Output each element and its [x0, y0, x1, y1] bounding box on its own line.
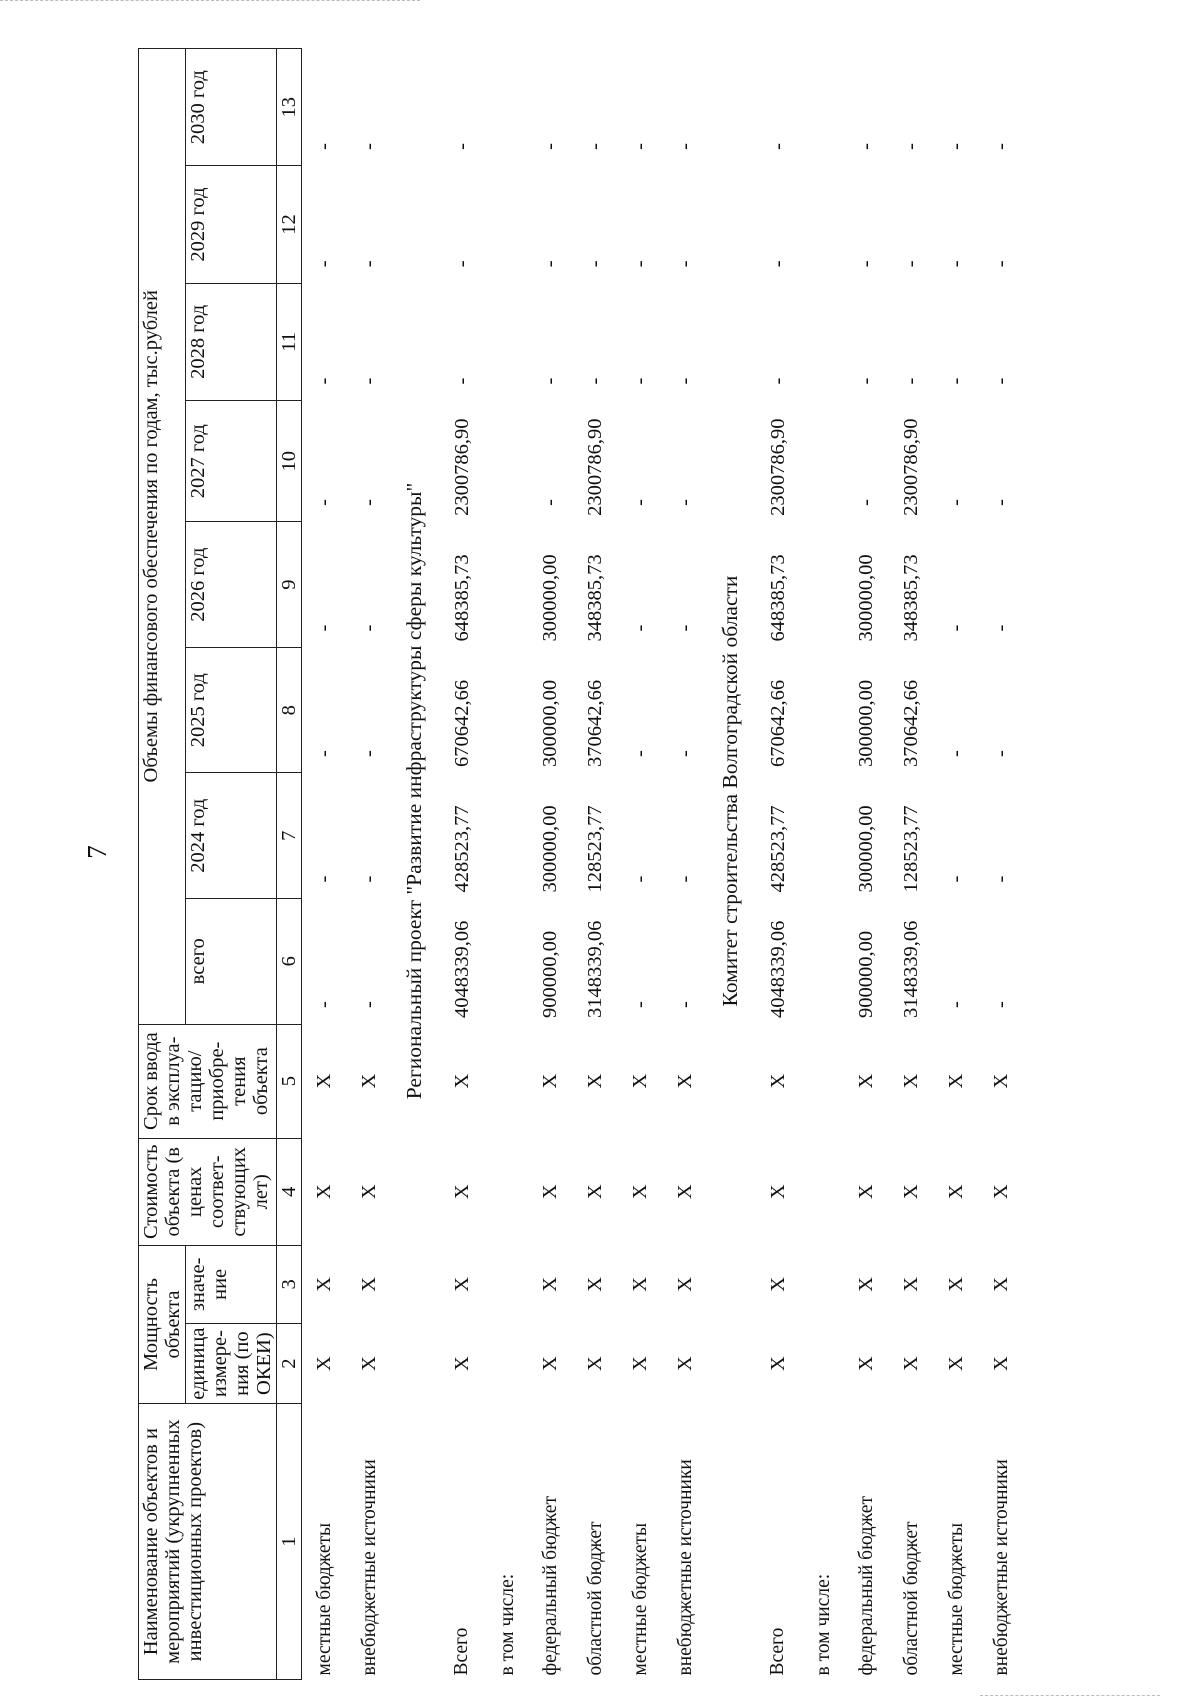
table-row [934, 49, 979, 1680]
dash-cell: - [855, 377, 877, 385]
table-row [528, 49, 573, 1680]
dash-cell: - [945, 1001, 967, 1009]
row-label: федеральный бюджет [539, 1496, 561, 1676]
col-number: 8 [277, 647, 302, 773]
header-year: 2029 год [186, 166, 277, 283]
value-cell: 128523,77 [584, 805, 606, 893]
dash-cell: - [629, 750, 651, 757]
row-label: Всего [451, 1627, 472, 1676]
cross-mark: X [584, 1356, 606, 1372]
cross-mark: X [900, 1276, 922, 1292]
value-cell: 128523,77 [900, 805, 922, 893]
cross-mark: X [629, 1356, 651, 1372]
cross-mark: X [450, 1356, 473, 1372]
cross-mark: X [450, 1184, 473, 1200]
cross-mark: X [766, 1073, 789, 1089]
header-capacity: Мощность объекта [139, 1245, 186, 1403]
cross-mark: X [584, 1073, 606, 1089]
cross-mark: X [539, 1356, 561, 1372]
value-cell: 4048339,06 [766, 920, 789, 1019]
dash-cell: - [539, 143, 561, 150]
dash-cell: - [766, 377, 789, 385]
dash-cell: - [945, 377, 967, 385]
table-row [663, 49, 708, 1680]
dash-cell: - [990, 624, 1012, 632]
row-label: внебюджетные источники [358, 1459, 380, 1676]
dash-cell: - [358, 499, 380, 506]
row-label: внебюджетные источники [674, 1459, 696, 1676]
value-cell: 900000,00 [539, 930, 561, 1019]
row-label: местные бюджеты [629, 1522, 651, 1676]
dash-cell: - [945, 499, 967, 506]
cross-mark: X [584, 1184, 606, 1200]
header-year: 2024 год [186, 773, 277, 899]
cross-mark: X [358, 1073, 380, 1089]
header-value: значе- ние [186, 1245, 277, 1323]
dash-cell: - [313, 143, 335, 150]
value-cell: 370642,66 [900, 679, 922, 767]
value-cell: 300000,00 [855, 554, 877, 642]
dash-cell: - [358, 260, 380, 268]
table-row [347, 49, 392, 1680]
dash-cell: - [313, 1001, 335, 1009]
header-year: 2027 год [186, 400, 277, 521]
row-label: в том числе: [497, 1573, 518, 1676]
dash-cell: - [313, 260, 335, 268]
value-cell: 348385,73 [584, 554, 606, 642]
dash-cell: - [584, 143, 606, 150]
cross-mark: X [945, 1356, 967, 1372]
table-row [573, 49, 618, 1680]
cross-mark: X [945, 1184, 967, 1200]
value-cell: 2300786,90 [450, 418, 473, 516]
dash-cell: - [358, 750, 380, 757]
cross-mark: X [766, 1276, 789, 1292]
header-unit: единица измере- ния (по ОКЕИ) [186, 1323, 277, 1403]
cross-mark: X [766, 1356, 789, 1372]
cross-mark: X [629, 1276, 651, 1292]
cross-mark: X [945, 1276, 967, 1292]
value-cell: 2300786,90 [900, 418, 922, 516]
dash-cell: - [945, 260, 967, 268]
dash-cell: - [990, 377, 1012, 385]
row-label: местные бюджеты [313, 1522, 335, 1676]
cross-mark: X [450, 1073, 473, 1089]
table-row [618, 49, 663, 1680]
page-number: 7 [82, 845, 112, 859]
cross-mark: X [900, 1356, 922, 1372]
cross-mark: X [313, 1184, 335, 1200]
cross-mark: X [358, 1356, 380, 1372]
dash-cell: - [313, 377, 335, 385]
value-cell: 3148339,06 [584, 920, 606, 1019]
col-number: 13 [277, 49, 302, 166]
row-label: в том числе: [813, 1573, 834, 1676]
header-name: Наименование объектов и мероприятий (укрупненных инвестиционных проектов) [139, 1404, 277, 1680]
cross-mark: X [855, 1356, 877, 1372]
table-row [979, 49, 1024, 1680]
dash-cell: - [629, 143, 651, 150]
table-row [844, 49, 889, 1680]
value-cell: 300000,00 [539, 679, 561, 767]
value-cell: 670642,66 [450, 679, 473, 767]
value-cell: 300000,00 [539, 554, 561, 642]
col-number: 6 [277, 899, 302, 1025]
dash-cell: - [313, 875, 335, 883]
dash-cell: - [629, 377, 651, 385]
dash-cell: - [629, 499, 651, 506]
col-number: 10 [277, 400, 302, 521]
dash-cell: - [674, 875, 696, 883]
cross-mark: X [629, 1073, 651, 1089]
dash-cell: - [358, 624, 380, 632]
cross-mark: X [990, 1356, 1012, 1372]
dash-cell: - [358, 1001, 380, 1009]
value-cell: 2300786,90 [766, 418, 789, 516]
dash-cell: - [584, 260, 606, 268]
dash-cell: - [450, 260, 473, 268]
dash-cell: - [674, 1001, 696, 1009]
cross-mark: X [674, 1356, 696, 1372]
dash-cell: - [629, 875, 651, 883]
table-row [752, 49, 804, 1680]
row-label: Всего [767, 1627, 788, 1676]
dash-cell: - [900, 143, 922, 150]
dash-cell: - [945, 750, 967, 757]
col-number: 7 [277, 773, 302, 899]
section-caption-row [708, 49, 752, 1680]
header-year: 2028 год [186, 283, 277, 400]
dash-cell: - [584, 377, 606, 385]
col-number: 1 [277, 1404, 302, 1680]
cross-mark: X [945, 1073, 967, 1089]
header-year: 2026 год [186, 522, 277, 648]
dash-cell: - [450, 143, 473, 150]
cross-mark: X [674, 1184, 696, 1200]
dash-cell: - [945, 624, 967, 632]
budget-table [138, 48, 1024, 1680]
dash-cell: - [539, 260, 561, 268]
dash-cell: - [313, 750, 335, 757]
col-number: 4 [277, 1138, 302, 1245]
dash-cell: - [990, 750, 1012, 757]
value-cell: 4048339,06 [450, 920, 473, 1019]
cross-mark: X [313, 1276, 335, 1292]
dash-cell: - [945, 143, 967, 150]
cross-mark: X [358, 1276, 380, 1292]
cross-mark: X [990, 1276, 1012, 1292]
col-number: 2 [277, 1323, 302, 1403]
col-number: 12 [277, 166, 302, 283]
cross-mark: X [313, 1356, 335, 1372]
cross-mark: X [855, 1276, 877, 1292]
col-number: 3 [277, 1245, 302, 1323]
table-row [889, 49, 934, 1680]
cross-mark: X [766, 1184, 789, 1200]
cross-mark: X [990, 1073, 1012, 1089]
section-caption: Комитет строительства Волгоградской области [717, 575, 742, 1007]
header-total: всего [186, 899, 277, 1025]
cross-mark: X [855, 1184, 877, 1200]
header-volumes: Объемы финансового обеспечения по годам, тыс.рублей [139, 49, 186, 1025]
value-cell: 428523,77 [766, 805, 789, 893]
value-cell: 2300786,90 [584, 418, 606, 516]
section-caption-row [392, 49, 436, 1680]
cross-mark: X [450, 1276, 473, 1292]
dash-cell: - [629, 624, 651, 632]
cross-mark: X [900, 1073, 922, 1089]
value-cell: 648385,73 [766, 554, 789, 642]
value-cell: 428523,77 [450, 805, 473, 893]
dash-cell: - [900, 260, 922, 268]
dash-cell: - [990, 143, 1012, 150]
header-year: 2025 год [186, 647, 277, 773]
value-cell: 670642,66 [766, 679, 789, 767]
cross-mark: X [539, 1073, 561, 1089]
row-label: областной бюджет [900, 1521, 922, 1676]
cross-mark: X [900, 1184, 922, 1200]
cross-mark: X [674, 1276, 696, 1292]
dash-cell: - [674, 624, 696, 632]
section-caption: Региональный проект "Развитие инфраструктуры сферы культуры" [401, 482, 426, 1100]
row-label: местные бюджеты [945, 1522, 967, 1676]
col-number: 5 [277, 1024, 302, 1138]
table-row [488, 49, 528, 1680]
dash-cell: - [990, 1001, 1012, 1009]
dash-cell: - [539, 499, 561, 506]
cross-mark: X [629, 1184, 651, 1200]
dash-cell: - [629, 260, 651, 268]
dash-cell: - [674, 499, 696, 506]
dash-cell: - [990, 875, 1012, 883]
row-label: федеральный бюджет [855, 1496, 877, 1676]
dash-cell: - [990, 499, 1012, 506]
dash-cell: - [313, 624, 335, 632]
row-label: областной бюджет [584, 1521, 606, 1676]
header-term: Срок ввода в эксплуа- тацию/ приобре- тения объекта [139, 1024, 277, 1138]
value-cell: 300000,00 [539, 805, 561, 893]
dash-cell: - [855, 143, 877, 150]
value-cell: 300000,00 [855, 805, 877, 893]
cross-mark: X [855, 1073, 877, 1089]
dash-cell: - [629, 1001, 651, 1009]
cross-mark: X [539, 1276, 561, 1292]
dash-cell: - [766, 260, 789, 268]
table-row [436, 49, 488, 1680]
col-number: 9 [277, 522, 302, 648]
cross-mark: X [584, 1276, 606, 1292]
dash-cell: - [674, 143, 696, 150]
dash-cell: - [450, 377, 473, 385]
value-cell: 900000,00 [855, 930, 877, 1019]
header-year: 2030 год [186, 49, 277, 166]
cross-mark: X [674, 1073, 696, 1089]
dash-cell: - [358, 377, 380, 385]
cross-mark: X [313, 1073, 335, 1089]
header-cost: Стоимость объекта (в ценах соответ- ствующих лет) [139, 1138, 277, 1245]
dash-cell: - [855, 499, 877, 506]
dash-cell: - [990, 260, 1012, 268]
cross-mark: X [358, 1184, 380, 1200]
table-row [302, 49, 348, 1680]
dash-cell: - [674, 260, 696, 268]
value-cell: 348385,73 [900, 554, 922, 642]
dash-cell: - [855, 260, 877, 268]
row-label: внебюджетные источники [990, 1459, 1012, 1676]
dash-cell: - [313, 499, 335, 506]
dash-cell: - [674, 750, 696, 757]
cross-mark: X [539, 1184, 561, 1200]
dash-cell: - [900, 377, 922, 385]
value-cell: 370642,66 [584, 679, 606, 767]
value-cell: 3148339,06 [900, 920, 922, 1019]
table-row [804, 49, 844, 1680]
cross-mark: X [990, 1184, 1012, 1200]
value-cell: 648385,73 [450, 554, 473, 642]
dash-cell: - [945, 875, 967, 883]
dash-cell: - [766, 143, 789, 150]
dash-cell: - [358, 143, 380, 150]
value-cell: 300000,00 [855, 679, 877, 767]
col-number: 11 [277, 283, 302, 400]
dash-cell: - [358, 875, 380, 883]
dash-cell: - [539, 377, 561, 385]
dash-cell: - [674, 377, 696, 385]
